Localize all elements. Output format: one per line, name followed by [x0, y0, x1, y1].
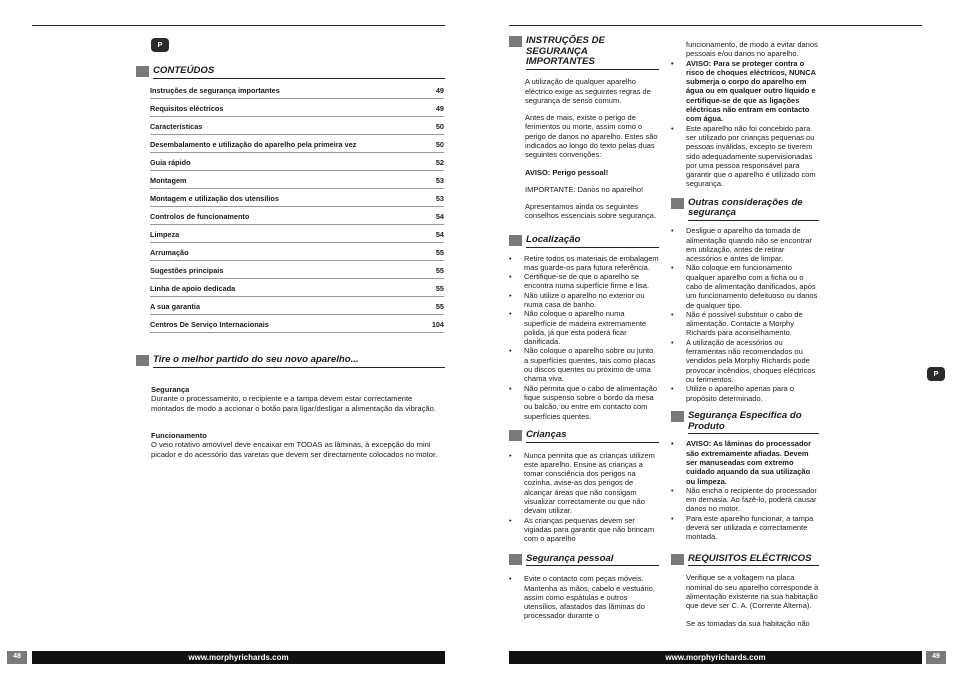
right-top-rule: [509, 25, 922, 26]
function-section: [151, 431, 441, 459]
toc-page: 55: [435, 301, 444, 311]
other-list: [671, 226, 819, 403]
right-page-number-label: 49: [932, 653, 940, 661]
section-square-icon: [136, 355, 149, 366]
function-text: O veio rotativo amovível deve encaixar em TODAS as lâminas, à excepção do mini picador e do acessório das varetas que devem ser directamente colocados no motor.: [151, 440, 438, 459]
toc-page: 49: [435, 85, 444, 95]
section-square-icon: [509, 235, 522, 246]
contents-heading: [136, 66, 445, 79]
table-of-contents: [150, 81, 444, 333]
toc-row[interactable]: [150, 261, 444, 279]
right-page-number: [926, 651, 946, 664]
location-heading: [509, 235, 659, 248]
continued-text: funcionamento, de modo a evitar danos pessoais e/ou danos no aparelho.: [686, 40, 818, 59]
toc-label: Montagem: [150, 175, 187, 185]
children-heading: [509, 430, 659, 443]
toc-label: Limpeza: [150, 229, 180, 239]
left-footer-url[interactable]: www.morphyrichards.com: [188, 652, 289, 662]
electric-shock-warning: • AVISO: Para se proteger contra o risco de choques eléctricos, NUNCA submerja o corpo do aparelho em água ou em qualquer outro líquido e certifique-se de que as ligações eléctricas não entram em contacto com água.: [671, 59, 819, 124]
toc-label: Controlos de funcionamento: [150, 211, 250, 221]
other-item: • Desligue o aparelho da tomada de alimentação quando não se encontrar em utilização, antes de retirar acessórios e antes de limpar.: [671, 226, 819, 263]
toc-row[interactable]: [150, 117, 444, 135]
left-top-rule: [32, 25, 445, 26]
toc-row[interactable]: [150, 81, 444, 99]
section-square-icon: [509, 430, 522, 441]
toc-label: Montagem e utilização dos utensílios: [150, 193, 279, 203]
voltage-paragraph: Verifique se a voltagem na placa nominal do seu aparelho corresponde à alimentação existente na sua habitação que deve ser C. A. (Corrente Alterna).: [686, 573, 819, 611]
advice-paragraph: Apresentamos ainda os seguintes conselhos essenciais sobre segurança.: [525, 202, 656, 221]
toc-label: Arrumação: [150, 247, 189, 257]
toc-row[interactable]: [150, 135, 444, 153]
safety-heading: Segurança: [151, 385, 190, 394]
toc-label: Sugestões principais: [150, 265, 224, 275]
location-title: Localização: [526, 235, 659, 248]
safety-text: Durante o processamento, o recipiente e a tampa devem estar correctamente montados de modo a accionar o botão para ligar/desligar a alimentação da vibração.: [151, 394, 436, 413]
children-title: Crianças: [526, 430, 659, 443]
toc-page: 54: [435, 211, 444, 221]
language-badge-label: P: [157, 40, 163, 50]
contents-title: CONTEÚDOS: [153, 66, 445, 79]
electrical-heading: [671, 554, 819, 567]
left-page-number: [7, 651, 27, 664]
supervision-item: • Este aparelho não foi concebido para ser utilizado por crianças pequenas ou pessoas inválidas, excepto se tiverem sido adequadamente supervisionadas por uma pessoa responsável para garantir que o aparelho é utilizado com segurança.: [671, 124, 819, 189]
left-page-number-label: 48: [13, 653, 21, 661]
toc-row[interactable]: [150, 153, 444, 171]
section-square-icon: [509, 554, 522, 565]
toc-page: 53: [435, 175, 444, 185]
section-square-icon: [136, 66, 149, 77]
other-item: • Utilize o aparelho apenas para o propósito determinado.: [671, 384, 819, 403]
toc-row[interactable]: [150, 315, 444, 333]
danger-paragraph: Antes de mais, existe o perigo de ferimentos ou morte, assim como o perigo de danos no aparelho. Estes são indicados ao longo do texto pelas duas seguintes convenções:: [525, 113, 658, 160]
children-item: • As crianças pequenas devem ser vigiadas para garantir que não brincam com o aparelho: [509, 516, 659, 544]
important-convention: IMPORTANTE: Danos no aparelho!: [525, 184, 644, 194]
toc-label: Características: [150, 121, 203, 131]
important-heading: [509, 36, 659, 70]
best-use-heading: [136, 355, 445, 368]
personal-title: Segurança pessoal: [526, 554, 659, 567]
right-footer-url[interactable]: www.morphyrichards.com: [665, 652, 766, 662]
product-heading: [671, 411, 819, 434]
product-list: [671, 439, 819, 541]
toc-label: Guia rápido: [150, 157, 191, 167]
toc-row[interactable]: [150, 297, 444, 315]
product-item: • Para este aparelho funcionar, a tampa deverá ser utilizada e correctamente montada.: [671, 514, 819, 542]
left-footer-bar: [32, 651, 445, 664]
safety-section: [151, 385, 441, 413]
toc-label: Centros De Serviço Internacionais: [150, 319, 269, 329]
side-language-badge: [927, 367, 945, 381]
toc-row[interactable]: [150, 207, 444, 225]
location-list: [509, 254, 659, 421]
location-item: • Retire todos os materiais de embalagem mas guarde-os para futura referência.: [509, 254, 659, 273]
toc-page: 50: [435, 139, 444, 149]
location-item: • Não coloque o aparelho numa superfície de madeira extremamente polida, já que esta poderá ficar danificada.: [509, 309, 659, 346]
sockets-paragraph: Se as tomadas da sua habitação não: [686, 618, 810, 628]
other-item: • Não é possível substituir o cabo de alimentação. Contacte a Morphy Richards para aconselhamento.: [671, 310, 819, 338]
toc-row[interactable]: [150, 225, 444, 243]
location-item: • Não coloque o aparelho sobre ou junto a superfícies quentes, tais como placas ou discos quentes ou próximo de uma chama viva.: [509, 346, 659, 383]
blade-warning: • AVISO: As lâminas do processador são extremamente afiadas. Devem ser manuseadas com extremo cuidado aquando da sua utilização ou limpeza.: [671, 439, 819, 485]
toc-row[interactable]: [150, 243, 444, 261]
toc-label: Instruções de segurança importantes: [150, 85, 280, 95]
function-heading: Funcionamento: [151, 431, 207, 440]
intro-paragraph: A utilização de qualquer aparelho eléctrico exige as seguintes regras de segurança de senso comum.: [525, 77, 651, 105]
warning-convention: AVISO: Perigo pessoal!: [525, 167, 609, 177]
other-heading: [671, 198, 819, 221]
toc-label: Requisitos eléctricos: [150, 103, 224, 113]
side-language-badge-label: P: [933, 369, 939, 379]
right-column-2: [671, 40, 819, 636]
product-item: • Não encha o recipiente do processador em demasia. Ao fazê-lo, poderá causar danos no motor.: [671, 486, 819, 514]
toc-row[interactable]: [150, 99, 444, 117]
toc-page: 54: [435, 229, 444, 239]
toc-page: 52: [435, 157, 444, 167]
toc-page: 104: [431, 319, 444, 329]
personal-heading: [509, 554, 659, 567]
location-item: • Certifique-se de que o aparelho se encontra numa superfície firme e lisa.: [509, 272, 659, 291]
personal-item: • Evite o contacto com peças móveis. Mantenha as mãos, cabelo e vestuário, assim como espátulas e outros utensílios, afastados das lâminas do processador durante o: [509, 574, 659, 620]
section-square-icon: [671, 554, 684, 565]
toc-page: 50: [435, 121, 444, 131]
section-square-icon: [671, 411, 684, 422]
personal-list: [509, 574, 659, 620]
right-column-1: [509, 36, 659, 621]
toc-label: Desembalamento e utilização do aparelho pela primeira vez: [150, 139, 357, 149]
location-item: • Não utilize o aparelho no exterior ou numa casa de banho.: [509, 291, 659, 310]
children-list: [509, 451, 659, 544]
toc-page: 53: [435, 193, 444, 203]
toc-page: 55: [435, 265, 444, 275]
other-title: Outras considerações de segurança: [688, 198, 819, 221]
location-item: • Não permita que o cabo de alimentação fique suspenso sobre o bordo da mesa ou balcão, ou entre em contacto com superfícies quentes.: [509, 384, 659, 421]
best-use-title: Tire o melhor partido do seu novo aparelho...: [153, 355, 445, 368]
other-item: • A utilização de acessórios ou ferramentas não recomendados ou vendidos pela Morphy Richards pode provocar incêndios, choques eléctricos ou ferimentos.: [671, 338, 819, 384]
toc-page: 49: [435, 103, 444, 113]
toc-page: 55: [435, 247, 444, 257]
product-title: Segurança Específica do Produto: [688, 411, 819, 434]
section-square-icon: [671, 198, 684, 209]
other-item: • Não coloque em funcionamento qualquer aparelho com a ficha ou o cabo de alimentação danificados, após um funcionamento defeituoso ou danos de qualquer tipo.: [671, 263, 819, 309]
toc-label: Linha de apoio dedicada: [150, 283, 236, 293]
section-square-icon: [509, 36, 522, 47]
children-item: • Nunca permita que as crianças utilizem este aparelho. Ensine as crianças a tomar consciência dos perigos na cozinha, avise-as dos perigos de alcançar áreas que não consigam visualizar correctamente ou que não devam utilizar.: [509, 451, 659, 516]
toc-row[interactable]: [150, 189, 444, 207]
toc-label: A sua garantia: [150, 301, 201, 311]
right-footer-bar: [509, 651, 922, 664]
toc-row[interactable]: [150, 171, 444, 189]
electrical-title: REQUISITOS ELÉCTRICOS: [688, 554, 819, 567]
important-title: INSTRUÇÕES DE SEGURANÇA IMPORTANTES: [526, 36, 659, 70]
toc-page: 55: [435, 283, 444, 293]
language-badge: [151, 38, 169, 52]
toc-row[interactable]: [150, 279, 444, 297]
